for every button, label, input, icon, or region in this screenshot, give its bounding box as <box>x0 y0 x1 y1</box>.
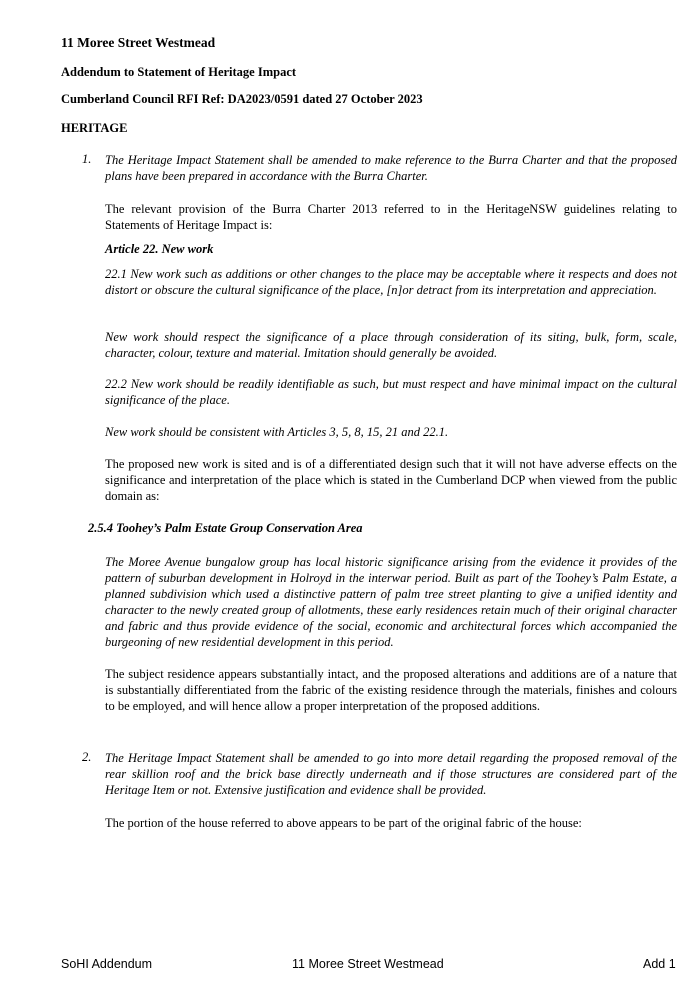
item-number: 2. <box>82 750 92 764</box>
article-22-2: 22.2 New work should be readily identifiable as such, but must respect and have minimal impact on the cultural significance of the place. <box>105 377 677 407</box>
document-subtitle: Addendum to Statement of Heritage Impact <box>61 65 297 79</box>
dcp-heading: 2.5.4 Toohey’s Palm Estate Group Conservation Area <box>88 521 363 535</box>
proposed-paragraph: The proposed new work is sited and is of a differentiated design such that it will not have adverse effects on the significance and interpretation of the place which is stated in the Cumberland DCP when viewed from the public domain as: <box>105 457 677 503</box>
footer-left: SoHI Addendum <box>61 957 153 971</box>
article-heading: Article 22. New work <box>105 242 214 256</box>
item-request: The Heritage Impact Statement shall be amended to make reference to the Burra Charter and that the proposed plans have been prepared in accordance with the Burra Charter. <box>105 153 677 183</box>
item-number: 1. <box>82 152 92 166</box>
document-title: 11 Moree Street Westmead <box>61 35 216 50</box>
footer-center: 11 Moree Street Westmead <box>292 957 444 971</box>
intro-paragraph: The relevant provision of the Burra Charter 2013 referred to in the HeritageNSW guidelines relating to Statements of Heritage Impact is: <box>105 202 677 232</box>
article-respect: New work should respect the significance of a place through consideration of its siting, bulk, form, scale, character, colour, texture and material. Imitation should generally be avoided. <box>105 330 677 360</box>
rfi-reference: Cumberland Council RFI Ref: DA2023/0591 dated 27 October 2023 <box>61 92 423 106</box>
subject-paragraph: The subject residence appears substantially intact, and the proposed alterations and additions are of a nature that is substantially differentiated from the fabric of the existing residence through the materials, finishes and colours to be employed, and will hence allow a proper interpretation of the proposed additions. <box>105 667 677 713</box>
section-heading: HERITAGE <box>61 121 128 135</box>
item-request: The Heritage Impact Statement shall be amended to go into more detail regarding the proposed removal of the rear skillion roof and the brick base directly underneath and if those structures are considered part of the Heritage Item or not. Extensive justification and evidence shall be provided. <box>105 751 677 797</box>
portion-paragraph: The portion of the house referred to above appears to be part of the original fabric of the house: <box>105 816 582 830</box>
dcp-quote: The Moree Avenue bungalow group has local historic significance arising from the evidence it provides of the pattern of suburban development in Holroyd in the interwar period. Built as part of the Toohey’s Palm Estate, a planned subdivision which used a distinctive pattern of palm tree street planting to give a unified identity and character to the newly created group of allotments, these early residences retain much of their original character and fabric and thus provide evidence of the social, economic and architectural forces which accompanied the burgeoning of new residential development in this period. <box>105 555 677 649</box>
footer-page-number: Add 1 <box>643 957 676 971</box>
article-22-1: 22.1 New work such as additions or other changes to the place may be acceptable where it respects and does not distort or obscure the cultural significance of the place, [n]or detract from its interpretation and appreciation. <box>105 267 677 297</box>
article-consistent: New work should be consistent with Articles 3, 5, 8, 15, 21 and 22.1. <box>105 425 449 439</box>
